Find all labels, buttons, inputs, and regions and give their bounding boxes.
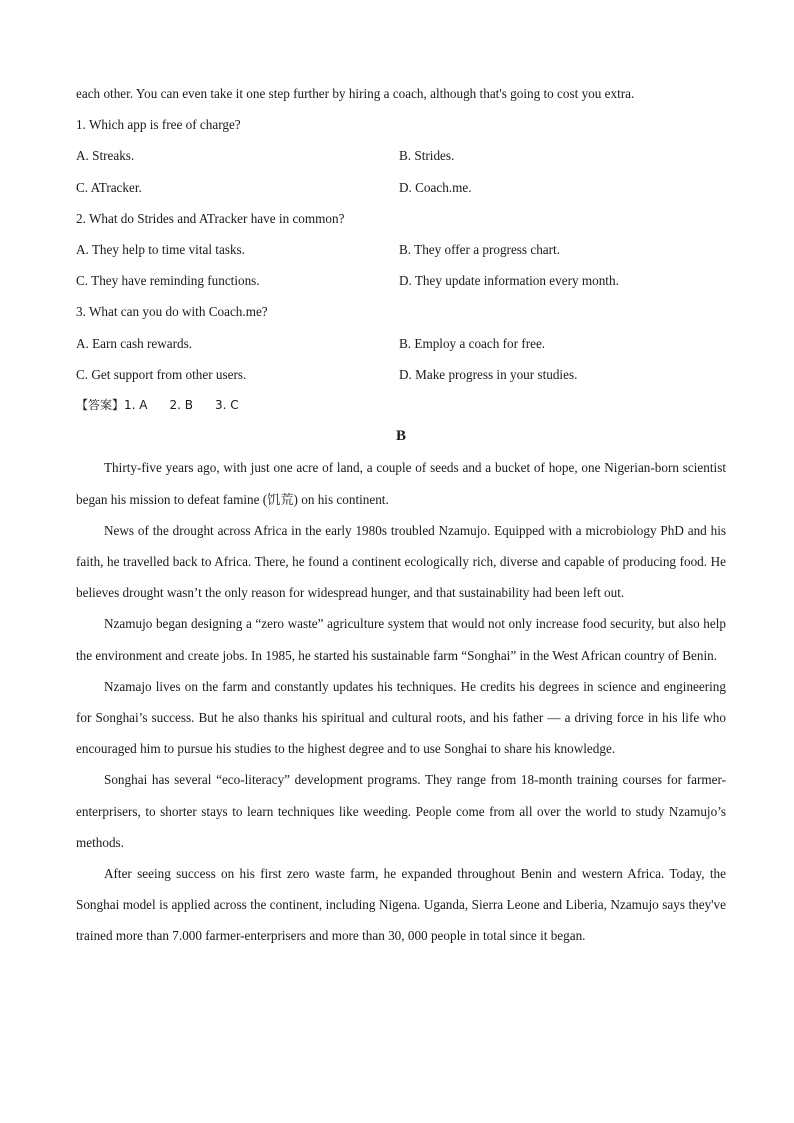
question-1-option-c: C. ATracker. bbox=[76, 179, 142, 195]
question-1-option-b: B. Strides. bbox=[399, 148, 455, 164]
question-1: 1. Which app is free of charge? bbox=[76, 117, 241, 133]
question-2-option-a: A. They help to time vital tasks. bbox=[76, 242, 245, 258]
paragraph-6: After seeing success on his first zero waste farm, he expanded throughout Benin and western Africa. Today, the Songhai model is applied across the continent, including Nigena. Uganda, Sierra Leone and Liberia, Nzamujo says they've trained more than 7.000 farmer-enterprisers and more than 30, 000 people in total since it began. bbox=[76, 866, 726, 944]
question-2-option-b: B. They offer a progress chart. bbox=[399, 242, 561, 258]
question-3-option-c: C. Get support from other users. bbox=[76, 366, 247, 382]
question-2-option-d: D. They update information every month. bbox=[399, 273, 619, 289]
paragraph-4: Nzamajo lives on the farm and constantly updates his techniques. He credits his degrees in science and engineering for Songhai’s success. But he also thanks his spiritual and cultural roots, and his father — a driving force in his life who encouraged him to pursue his studies to the highest degree and to use Songhai to share his knowledge. bbox=[76, 678, 726, 757]
answer-tag: 【答案】 bbox=[76, 398, 125, 413]
question-2-options-row-1 bbox=[76, 234, 726, 265]
intro-line: each other. You can even take it one step further by hiring a coach, although that's going to cost you extra. bbox=[76, 86, 635, 101]
question-3-option-a: A. Earn cash rewards. bbox=[76, 335, 193, 351]
paragraph-5: Songhai has several “eco-literacy” development programs. They range from 18-month training courses for farmer-enterprisers, to shorter stays to learn techniques like weeding. People come from all over the world to study Nzamujo’s methods. bbox=[76, 772, 726, 850]
answer-item-3: 3. C bbox=[215, 398, 239, 413]
paragraph-2: News of the drought across Africa in the early 1980s troubled Nzamujo. Equipped with a microbiology PhD and his faith, he travelled back to Africa. There, he found a continent ecologically rich, diverse and capable of producing food. He believes drought wasn’t the only reason for widespread hunger, and that sustainability had been left out. bbox=[76, 522, 726, 601]
paragraph-1: Thirty-five years ago, with just one acre of land, a couple of seeds and a bucket of hope, one Nigerian-born scientist began his mission to defeat famine (饥荒) on his continent. bbox=[76, 460, 726, 507]
answer-item-2: 2. B bbox=[169, 398, 193, 413]
question-3-option-d: D. Make progress in your studies. bbox=[399, 366, 578, 382]
question-2-options-row-2 bbox=[76, 265, 726, 296]
question-3-options-row-2 bbox=[76, 359, 726, 390]
question-1-options-row-2 bbox=[76, 172, 726, 203]
question-3-option-b: B. Employ a coach for free. bbox=[399, 335, 546, 351]
section-title: B bbox=[395, 428, 406, 445]
question-2: 2. What do Strides and ATracker have in common? bbox=[76, 210, 345, 226]
question-1-options-row-1 bbox=[76, 140, 726, 171]
question-1-option-a: A. Streaks. bbox=[76, 148, 135, 164]
document-page bbox=[76, 78, 726, 952]
question-2-option-c: C. They have reminding functions. bbox=[76, 273, 260, 289]
paragraph-3: Nzamujo began designing a “zero waste” agriculture system that would not only increase food security, but also help the environment and create jobs. In 1985, he started his sustainable farm “Songhai” in the West African country of Benin. bbox=[76, 616, 726, 663]
question-3: 3. What can you do with Coach.me? bbox=[76, 304, 268, 320]
answer-key bbox=[76, 390, 726, 421]
question-3-options-row-1 bbox=[76, 328, 726, 359]
answer-item-1: 1. A bbox=[124, 398, 148, 413]
question-1-option-d: D. Coach.me. bbox=[399, 179, 472, 195]
